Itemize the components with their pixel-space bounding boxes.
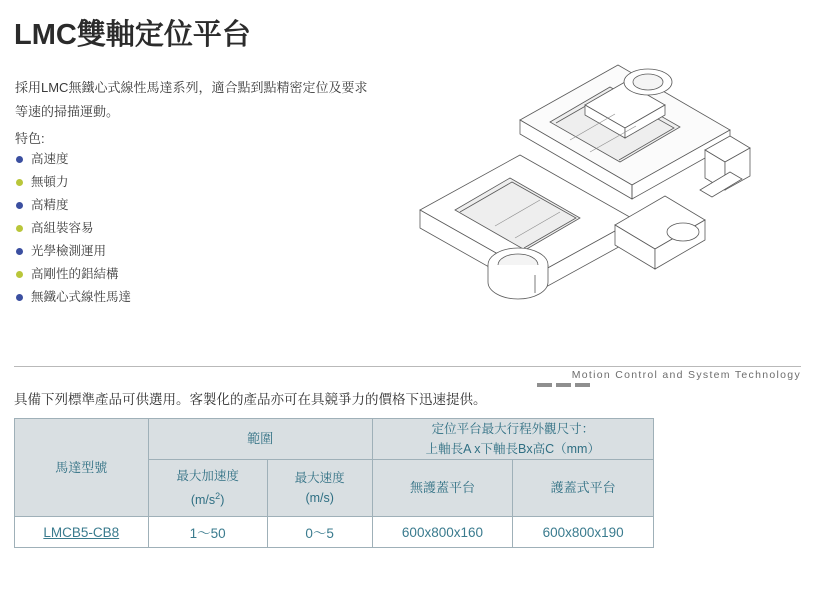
dimensions-line1: 定位平台最大行程外觀尺寸： (431, 422, 595, 436)
max-speed-unit: (m/s) (305, 491, 334, 505)
max-accel-unit (149, 486, 267, 510)
bullet-icon (16, 225, 23, 232)
bullet-icon (16, 248, 23, 255)
feature-label: 光學檢測運用 (31, 244, 107, 258)
column-header-motor-model: 馬達型號 (15, 419, 149, 517)
dimensions-line2: 上軸長A x下軸長Bx高C（mm） (425, 442, 600, 456)
max-speed-label: 最大速度 (294, 471, 345, 485)
feature-label: 高剛性的鋁結構 (31, 267, 119, 281)
cell-max-speed: 0～5 (267, 517, 372, 548)
table-header-row (15, 419, 654, 460)
bullet-icon (16, 179, 23, 186)
feature-label: 高組裝容易 (31, 221, 94, 235)
table-row (15, 517, 654, 548)
column-header-max-speed (267, 460, 372, 517)
feature-label: 無頓力 (31, 175, 69, 189)
dual-axis-positioning-stage-diagram (400, 60, 800, 320)
specification-table (14, 418, 654, 548)
cell-model[interactable]: LMCB5-CB8 (15, 517, 149, 548)
column-group-range: 範圍 (148, 419, 372, 460)
list-item (15, 240, 345, 263)
subhead-text: 具備下列標準產品可供選用。客製化的產品亦可在具競爭力的價格下迅速提供。 (14, 392, 487, 407)
column-group-dimensions (372, 419, 653, 460)
divider (14, 366, 801, 367)
cell-max-acceleration: 1～50 (148, 517, 267, 548)
footer-tagline: Motion Control and System Technology (571, 369, 801, 381)
page-title: LMC雙軸定位平台 (14, 19, 251, 51)
feature-label: 無鐵心式線性馬達 (31, 290, 132, 304)
bullet-icon (16, 156, 23, 163)
bullet-icon (16, 294, 23, 301)
features-list (15, 148, 345, 309)
max-accel-unit-start: (m/s (190, 493, 216, 508)
bullet-icon (16, 271, 23, 278)
list-item (15, 148, 345, 171)
list-item (15, 171, 345, 194)
max-accel-label: 最大加速度 (176, 468, 239, 483)
cell-dim-uncovered: 600x800x160 (372, 517, 513, 548)
column-header-uncovered-stage: 無護蓋平台 (372, 460, 513, 517)
max-accel-unit-sup: 2 (215, 490, 221, 501)
column-header-max-acceleration (148, 460, 267, 517)
features-label: 特色: (15, 131, 45, 146)
bullet-icon (16, 202, 23, 209)
list-item (15, 194, 345, 217)
column-header-covered-stage: 護蓋式平台 (513, 460, 654, 517)
feature-label: 高速度 (31, 152, 69, 166)
list-item (15, 286, 345, 309)
max-accel-unit-end: ) (220, 493, 225, 508)
intro-text: 採用LMC無鐵心式線性馬達系列，適合點到點精密定位及要求等速的掃描運動。 (15, 80, 368, 119)
list-item (15, 263, 345, 286)
feature-label: 高精度 (31, 198, 69, 212)
list-item (15, 217, 345, 240)
cell-dim-covered: 600x800x190 (513, 517, 654, 548)
